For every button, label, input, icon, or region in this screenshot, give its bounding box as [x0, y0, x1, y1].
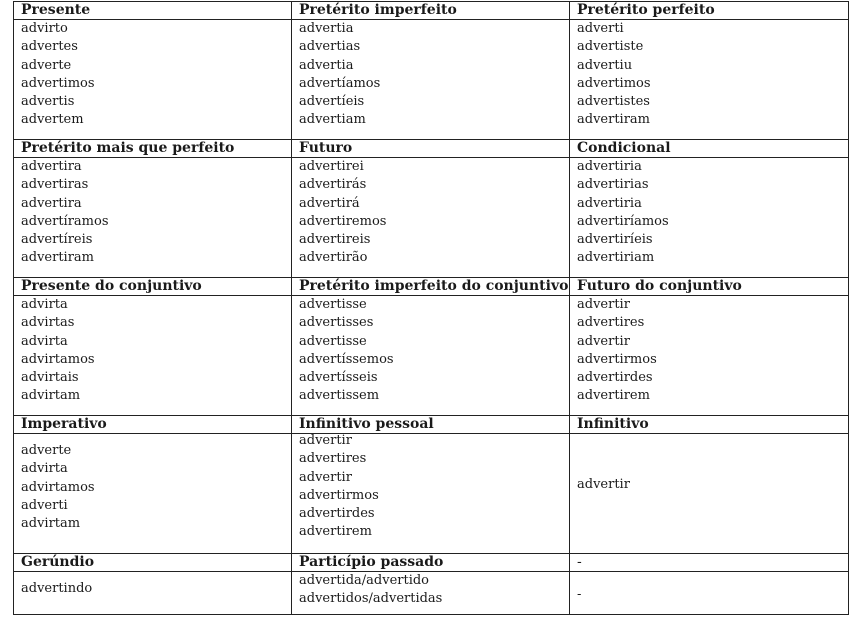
- tense-heading-empty: -: [570, 554, 849, 572]
- verb-form: advertiremos: [299, 213, 387, 229]
- verb-form: advirtais: [21, 370, 79, 386]
- header-row: [14, 140, 849, 158]
- header-row: [14, 2, 849, 20]
- verb-form: advertia: [299, 57, 354, 73]
- verb-form: advertiste: [577, 39, 644, 55]
- tense-heading-participio-passado: Particípio passado: [292, 554, 570, 572]
- verb-form: advirtam: [21, 388, 81, 404]
- tense-heading-condicional: Condicional: [570, 140, 849, 158]
- tense-heading-presente-conjuntivo: Presente do conjuntivo: [14, 278, 292, 296]
- forms-cell-condicional: [570, 158, 849, 278]
- verb-form: advertirem: [299, 524, 372, 540]
- verb-form: advirtas: [21, 315, 75, 331]
- tense-heading-imperfeito-conjuntivo: Pretérito imperfeito do conjuntivo: [292, 278, 570, 296]
- tense-heading-futuro-conjuntivo: Futuro do conjuntivo: [570, 278, 849, 296]
- verb-form: advertiram: [21, 250, 94, 266]
- verb-form: advirto: [21, 21, 68, 36]
- verb-form: advertirei: [299, 159, 364, 174]
- verb-form: advertissem: [299, 388, 380, 404]
- verb-form: advertimos: [577, 75, 651, 91]
- tense-heading-mais-que-perfeito: Pretérito mais que perfeito: [14, 140, 292, 158]
- tense-heading-infinitivo-pessoal: Infinitivo pessoal: [292, 416, 570, 434]
- conjugation-sheet: [13, 1, 848, 628]
- verb-form: advertirmos: [577, 351, 657, 367]
- forms-row: [14, 572, 849, 615]
- forms-cell-preterito-imperfeito: [292, 20, 570, 140]
- header-row: [14, 554, 849, 572]
- verb-form: advertida/advertido: [299, 573, 430, 588]
- verb-form: advirta: [21, 461, 68, 477]
- verb-form: advertiras: [21, 177, 89, 193]
- header-row: [14, 278, 849, 296]
- verb-form: advertir: [577, 297, 630, 312]
- verb-form: advirta: [21, 297, 68, 312]
- verb-form: -: [577, 587, 582, 602]
- forms-cell-gerundio: [14, 572, 292, 615]
- verb-form: advertiam: [299, 112, 366, 128]
- forms-cell-infinitivo: [570, 434, 849, 554]
- tense-heading-preterito-imperfeito: Pretérito imperfeito: [292, 2, 570, 20]
- verb-form: advertisse: [299, 333, 367, 349]
- verb-form: advertiram: [577, 112, 650, 128]
- verb-form: advertiriam: [577, 250, 655, 266]
- verb-form: adverti: [21, 497, 68, 513]
- verb-form: advertireis: [299, 232, 371, 248]
- verb-form: advertísseis: [299, 370, 378, 386]
- verb-form: advertem: [21, 112, 84, 128]
- forms-cell-presente: [14, 20, 292, 140]
- header-row: [14, 416, 849, 434]
- verb-form: advertirdes: [577, 370, 653, 386]
- verb-form: advertirás: [299, 177, 367, 193]
- verb-form: advertistes: [577, 94, 650, 110]
- verb-form: advertíreis: [21, 232, 93, 248]
- tense-heading-imperativo: Imperativo: [14, 416, 292, 434]
- forms-cell-mais-que-perfeito: [14, 158, 292, 278]
- verb-form: advertiríamos: [577, 213, 669, 229]
- verb-form: advertir: [299, 433, 352, 448]
- forms-row: [14, 296, 849, 416]
- verb-form: advertirão: [299, 250, 368, 266]
- verb-form: adverti: [577, 21, 624, 36]
- tense-heading-infinitivo: Infinitivo: [570, 416, 849, 434]
- verb-form: advertíamos: [299, 75, 381, 91]
- verb-form: advertes: [21, 39, 78, 55]
- tense-heading-gerundio: Gerúndio: [14, 554, 292, 572]
- verb-form: advertias: [299, 39, 361, 55]
- forms-row: [14, 434, 849, 554]
- verb-form: advertiria: [577, 159, 642, 174]
- verb-form: advertires: [299, 451, 367, 467]
- verb-form: advertiu: [577, 57, 633, 73]
- verb-form: advertir: [577, 333, 630, 349]
- verb-form: advertirmos: [299, 487, 379, 503]
- forms-row: [14, 158, 849, 278]
- verb-form: advertirias: [577, 177, 649, 193]
- verb-form: advertiríeis: [577, 232, 653, 248]
- tense-heading-presente: Presente: [14, 2, 292, 20]
- forms-cell-presente-conjuntivo: [14, 296, 292, 416]
- forms-cell-imperfeito-conjuntivo: [292, 296, 570, 416]
- verb-form: advertindo: [21, 581, 93, 596]
- verb-form: advirtam: [21, 516, 81, 532]
- verb-form: advertira: [21, 195, 82, 211]
- verb-form: advertir: [577, 477, 630, 492]
- verb-form: advertíssemos: [299, 351, 394, 367]
- verb-form: advirtamos: [21, 351, 95, 367]
- forms-cell-empty: [570, 572, 849, 615]
- forms-cell-futuro-conjuntivo: [570, 296, 849, 416]
- conjugation-table: [13, 1, 849, 615]
- verb-form: advertia: [299, 21, 354, 36]
- verb-form: advertidos/advertidas: [299, 591, 443, 607]
- forms-cell-futuro: [292, 158, 570, 278]
- verb-form: advertíeis: [299, 94, 365, 110]
- verb-form: advertíramos: [21, 213, 109, 229]
- verb-form: advertires: [577, 315, 645, 331]
- forms-cell-participio-passado: [292, 572, 570, 615]
- forms-cell-preterito-perfeito: [570, 20, 849, 140]
- verb-form: advertisse: [299, 297, 367, 312]
- verb-form: advertir: [299, 469, 352, 485]
- tense-heading-preterito-perfeito: Pretérito perfeito: [570, 2, 849, 20]
- forms-row: [14, 20, 849, 140]
- verb-form: advertiria: [577, 195, 642, 211]
- verb-form: advirtamos: [21, 479, 95, 495]
- verb-form: advertirem: [577, 388, 650, 404]
- forms-cell-infinitivo-pessoal: [292, 434, 570, 554]
- forms-cell-imperativo: [14, 434, 292, 554]
- verb-form: adverte: [21, 443, 72, 458]
- verb-form: advertirá: [299, 195, 360, 211]
- verb-form: adverte: [21, 57, 72, 73]
- verb-form: advertira: [21, 159, 82, 174]
- verb-form: advertis: [21, 94, 75, 110]
- verb-form: advertirdes: [299, 506, 375, 522]
- verb-form: advirta: [21, 333, 68, 349]
- verb-form: advertisses: [299, 315, 374, 331]
- tense-heading-futuro: Futuro: [292, 140, 570, 158]
- verb-form: advertimos: [21, 75, 95, 91]
